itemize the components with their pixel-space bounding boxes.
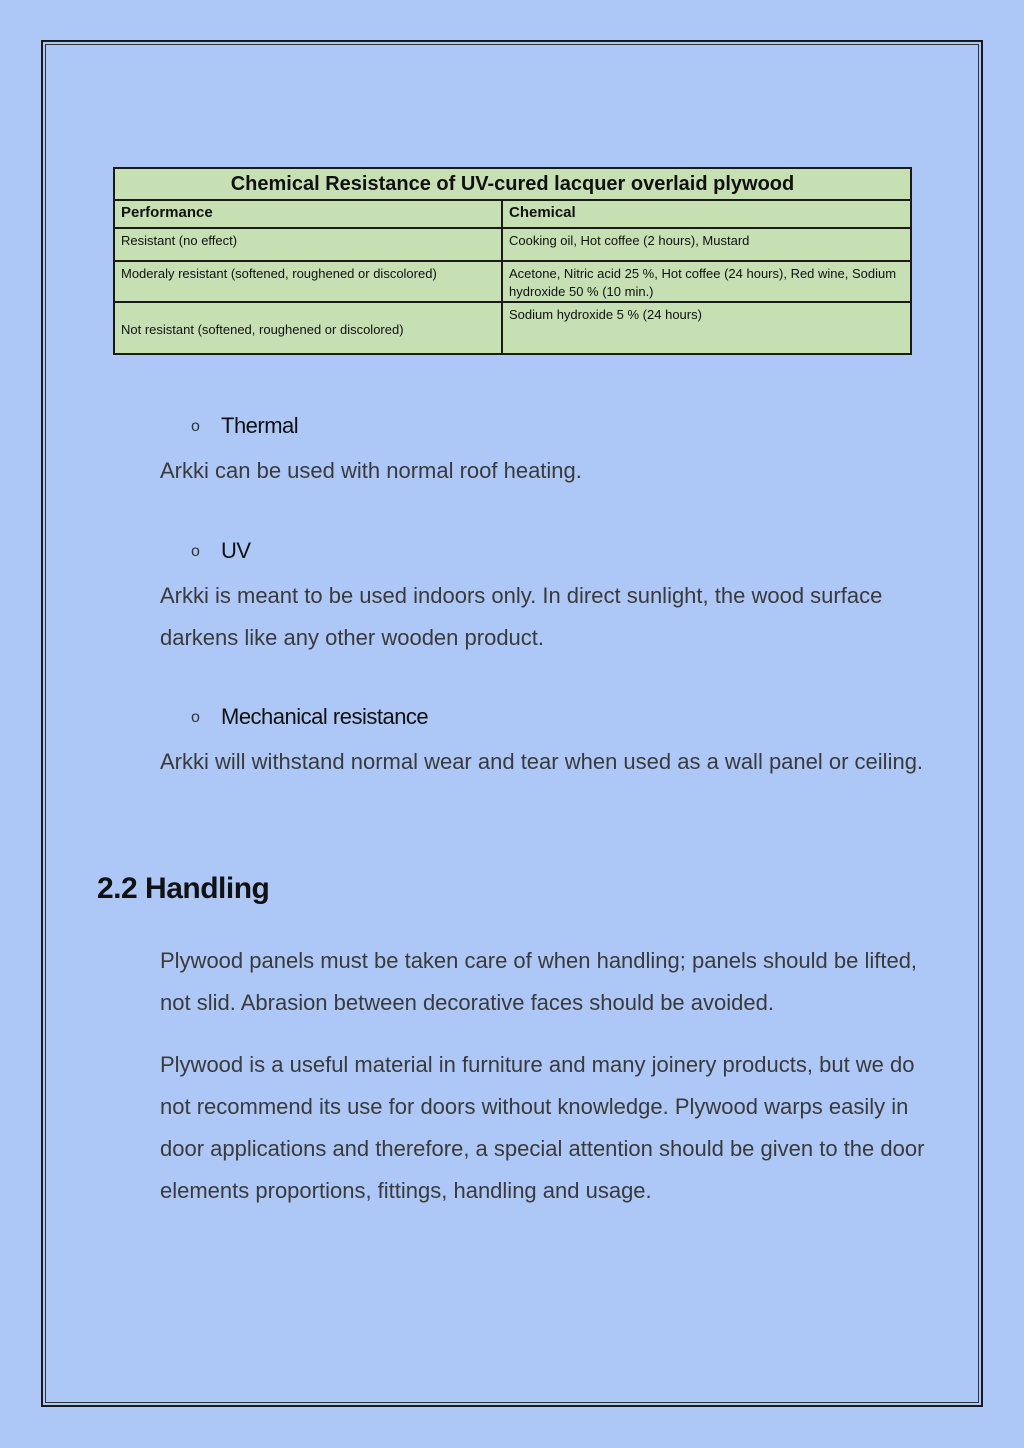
section-heading-label: Thermal <box>221 413 299 438</box>
performance-cell: Moderaly resistant (softened, roughened or discolored) <box>114 261 502 302</box>
table-row <box>114 261 911 302</box>
bullet-icon: o <box>191 418 200 436</box>
chemical-cell: Acetone, Nitric acid 25 %, Hot coffee (24 hours), Red wine, Sodium hydroxide 50 % (10 min.) <box>502 261 911 302</box>
section-heading-label: UV <box>221 538 251 563</box>
bullet-icon: o <box>191 543 200 561</box>
section-text-thermal: Arkki can be used with normal roof heating. <box>160 458 582 483</box>
chemical-cell: Sodium hydroxide 5 % (24 hours) <box>502 302 911 354</box>
table-title: Chemical Resistance of UV-cured lacquer overlaid plywood <box>114 168 911 200</box>
handling-heading: 2.2 Handling <box>97 872 270 905</box>
chemical-cell: Cooking oil, Hot coffee (2 hours), Mustard <box>502 228 911 261</box>
table-row <box>114 228 911 261</box>
handling-paragraph: Plywood is a useful material in furniture and many joinery products, but we do not recommend its use for doors without knowledge. Plywood warps easily in door applications and therefore, a special attention should be given to the door elements proportions, fittings, handling and usage. <box>160 1052 925 1203</box>
chemical-resistance-table <box>113 167 912 355</box>
section-heading-mechanical-resistance <box>191 704 428 730</box>
handling-paragraph: Plywood panels must be taken care of when handling; panels should be lifted, not slid. Abrasion between decorative faces should be avoided. <box>160 948 918 1015</box>
performance-cell: Not resistant (softened, roughened or discolored) <box>114 302 502 354</box>
section-heading-thermal <box>191 413 298 439</box>
column-header-chemical: Chemical <box>502 200 911 228</box>
table-row <box>114 302 911 354</box>
table-header-row <box>114 200 911 228</box>
section-heading-label: Mechanical resistance <box>221 704 429 729</box>
column-header-performance: Performance <box>114 200 502 228</box>
bullet-icon: o <box>191 709 200 727</box>
performance-cell: Resistant (no effect) <box>114 228 502 261</box>
table-title-row <box>114 168 911 200</box>
section-heading-uv <box>191 538 251 564</box>
section-text-uv: Arkki is meant to be used indoors only. In direct sunlight, the wood surface darkens like any other wooden product. <box>160 583 883 650</box>
section-text-mechanical-resistance: Arkki will withstand normal wear and tear when used as a wall panel or ceiling. <box>160 749 924 774</box>
